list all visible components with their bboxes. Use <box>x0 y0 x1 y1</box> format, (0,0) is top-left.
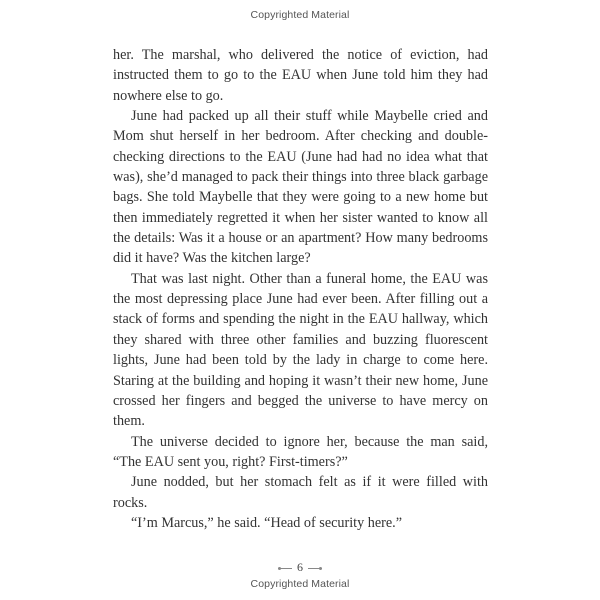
folio-ornament-right <box>308 568 322 569</box>
paragraph-4: The universe decided to ignore her, because the man said, “The EAU sent you, right? First-timers?” <box>113 433 488 470</box>
paragraph-2: June had packed up all their stuff while Maybelle cried and Mom shut herself in her bedroom. After checking and double-checking directions to the EAU (June had had no idea what that was), she’d managed to pack their things into three black garbage bags. She told Maybelle that they were going to a new home but then immediately regretted it when her sister wanted to know all the details: Was it a house or an apartment? How many bedrooms did it have? Was the kitchen large? <box>113 108 488 267</box>
copyright-watermark-bottom: Copyrighted Material <box>250 578 350 590</box>
paragraph-3: That was last night. Other than a funeral home, the EAU was the most depressing place June had ever been. After filling out a stack of forms and spending the night in the EAU hallway, which they shared with three other families and buzzing fluorescent lights, June had been told by the lady in charge to come here. Staring at the building and hoping it wasn’t their new home, June crossed her fingers and begged the universe to have mercy on them. <box>113 270 488 430</box>
paragraph-5: June nodded, but her stomach felt as if it were filled with rocks. <box>113 474 488 511</box>
paragraph-6: “I’m Marcus,” he said. “Head of security here.” <box>131 514 403 531</box>
page-number: 6 <box>297 560 303 574</box>
folio-ornament-left <box>278 568 292 569</box>
paragraph-1: her. The marshal, who delivered the notice of eviction, had instructed them to go to the EAU when June told him they had nowhere else to go. <box>113 47 488 104</box>
body-text <box>113 45 488 533</box>
page-number-folio <box>0 560 600 575</box>
copyright-watermark-top: Copyrighted Material <box>250 9 350 21</box>
